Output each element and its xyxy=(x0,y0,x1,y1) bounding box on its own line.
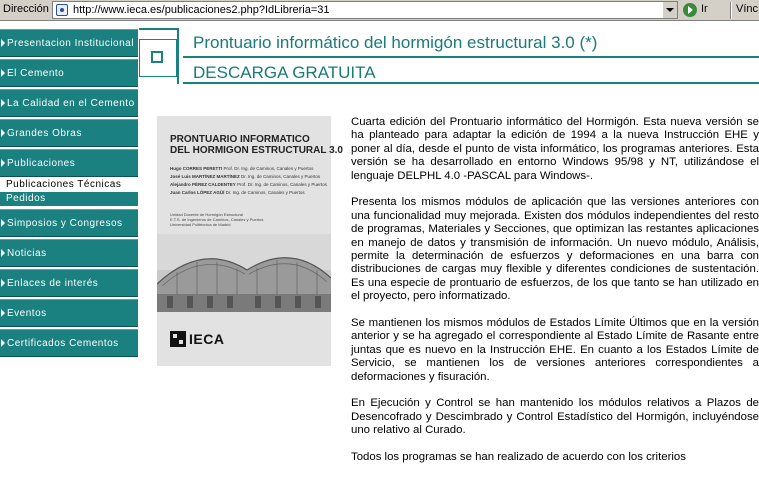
sidebar-item-calidad[interactable] xyxy=(0,89,138,117)
page-title: Prontuario informático del hormigón estructural 3.0 (*) xyxy=(193,33,598,52)
sidebar-item-label: Certificados Cementos xyxy=(7,338,119,349)
arrow-right-icon xyxy=(1,159,5,167)
sidebar-item-eventos[interactable] xyxy=(0,299,138,327)
header-rule xyxy=(183,56,759,58)
sidebar-item-noticias[interactable] xyxy=(0,239,138,267)
cover-title xyxy=(170,134,343,156)
sidebar-item-publicaciones[interactable] xyxy=(0,149,138,177)
content-paragraph: Cuarta edición del Prontuario informático del Hormigón. Esta nueva versión se ha planteado para adaptar la edición de 1994 a la nueva Instrucción EHE y poner al día, desde el punto de vista informático, los programas anteriores. Esta versión se ha desarrollado en entorno Windows 95/98 y NT, utilizándose el lenguaje DELPHL 4.0 -PASCAL para Windows-. xyxy=(351,116,759,182)
content-paragraph: En Ejecución y Control se han mantenido los módulos relativos a Plazos de Desencofrado y Descimbrado y Control Estadístico del Hormigón, incluyéndose uno relativo al Curado. xyxy=(351,397,759,437)
sidebar-subitem-label: Pedidos xyxy=(6,193,46,204)
book-cover-image xyxy=(157,116,343,366)
cover-author: Alejandro PÉREZ CALDENTEY Prof. Dr. Ing. de Caminos, Canales y Puertos xyxy=(170,182,327,187)
arrow-right-icon xyxy=(1,129,5,137)
address-label: Dirección xyxy=(3,3,49,15)
arrow-right-icon xyxy=(1,219,5,227)
cover-institution-line: E.T.S. de Ingenieros de Caminos, Canales y Puertos xyxy=(170,217,264,222)
cover-author: Juan Carlos LÓPEZ AGÜÍ Dr. Ing. de Caminos, Canales y Puertos xyxy=(170,190,305,195)
sidebar-item-label: La Calidad en el Cemento xyxy=(7,98,135,109)
arrow-right-icon xyxy=(1,249,5,257)
toolbar-separator xyxy=(730,2,732,19)
ieca-logo xyxy=(170,329,230,349)
sidebar-item-label: Presentacion Institucional xyxy=(7,38,134,49)
arrow-right-icon xyxy=(1,309,5,317)
main-content xyxy=(351,116,759,478)
sidebar-item-label: El Cemento xyxy=(7,68,65,79)
cover-title-line: PRONTUARIO INFORMATICO xyxy=(170,134,310,145)
page-icon xyxy=(56,4,68,16)
arrow-right-icon xyxy=(1,39,5,47)
sidebar-item-grandes-obras[interactable] xyxy=(0,119,138,147)
sidebar-item-label: Enlaces de interés xyxy=(7,278,99,289)
ieca-logo-icon xyxy=(170,331,186,347)
sidebar-item-certificados[interactable] xyxy=(0,329,138,357)
arrow-right-icon xyxy=(1,279,5,287)
address-url[interactable]: http://www.ieca.es/publicaciones2.php?IdLibreria=31 xyxy=(73,4,330,16)
sidebar-item-label: Publicaciones xyxy=(7,158,76,169)
cover-institution-line: Unidad Docente de Hormigón Estructural xyxy=(170,212,243,217)
sidebar-item-presentacion[interactable] xyxy=(0,29,138,57)
address-bar xyxy=(0,0,759,21)
go-arrow-icon xyxy=(683,3,697,17)
arrow-right-icon xyxy=(1,69,5,77)
sidebar-subitem-publicaciones-tecnicas[interactable] xyxy=(0,178,138,192)
sidebar-item-enlaces[interactable] xyxy=(0,269,138,297)
sidebar-item-label: Grandes Obras xyxy=(7,128,82,139)
go-button[interactable] xyxy=(683,2,725,18)
cover-authors xyxy=(170,165,327,197)
cover-title-line: DEL HORMIGON ESTRUCTURAL 3.0 xyxy=(170,145,343,156)
header-square-icon xyxy=(139,39,177,77)
sidebar-subitem-label: Publicaciones Técnicas xyxy=(6,179,122,190)
address-input[interactable] xyxy=(52,1,678,19)
content-paragraph: Se mantienen los mismos módulos de Estados Límite Últimos que en la versión anterior y se ha agregado el correspondiente al Estado Límite de Rasante entre juntas que es nuevo en la Instrucción EHE. En cuanto a los Estados Límite de Servicio, se mantienen los de versiones anteriores correspondientes a deformaciones y fisuración. xyxy=(351,317,759,383)
content-paragraph: Todos los programas se han realizado de acuerdo con los criterios xyxy=(351,451,686,464)
arrow-right-icon xyxy=(1,99,5,107)
cover-author: José Luis MARTÍNEZ MARTÍNEZ Dr. Ing. de Caminos, Canales y Puertos xyxy=(170,174,321,179)
sidebar-item-label: Eventos xyxy=(7,308,47,319)
sidebar-nav xyxy=(0,21,138,479)
links-button[interactable]: Vínc xyxy=(736,3,759,15)
header-divider xyxy=(177,28,179,84)
sidebar-item-label: Noticias xyxy=(7,248,47,259)
cover-institution-line: Universidad Politécnica de Madrid xyxy=(170,222,231,227)
sidebar-item-cemento[interactable] xyxy=(0,59,138,87)
ieca-logo-text: IECA xyxy=(189,331,225,347)
header-rule xyxy=(139,28,179,30)
sidebar-item-simposios[interactable] xyxy=(0,209,138,237)
cover-institution xyxy=(170,212,263,227)
address-dropdown-button[interactable] xyxy=(662,2,677,18)
cover-author: Hugo CORRES PERETTI Prof. Dr. Ing. de Caminos, Canales y Puertos xyxy=(170,166,314,171)
sidebar-item-label: Simposios y Congresos xyxy=(7,218,123,229)
cover-structure-photo xyxy=(157,234,331,312)
page-subtitle: DESCARGA GRATUITA xyxy=(193,63,376,82)
go-label: Ir xyxy=(701,3,708,15)
arrow-right-icon xyxy=(1,339,5,347)
sidebar-subitem-pedidos[interactable] xyxy=(0,192,138,206)
content-paragraph: Presenta los mismos módulos de aplicación que las versiones anteriores con una funcionalidad muy mejorada. Existen dos módulos independientes del resto de programas, Materiales y Secciones, que optimizan las restantes aplicaciones en manejo de datos y transmisión de información. Un nuevo módulo, Análisis, permite la determinación de esfuerzos y deformaciones en una barra con distribuciones de cargas muy flexible y diferentes condiciones de sustentación. Es una especie de prontuario de esfuerzos, de los que tanto se han utilizado en el proyecto, pero informatizado. xyxy=(351,196,759,303)
